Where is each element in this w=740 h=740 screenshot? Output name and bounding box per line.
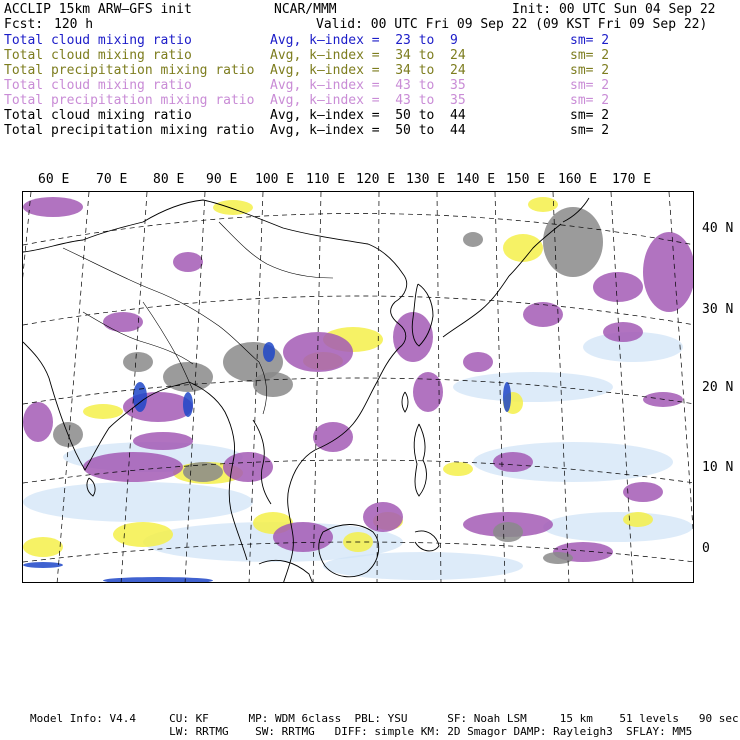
latitude-label: 20 N: [702, 380, 734, 395]
blue-field-patch: [23, 562, 63, 568]
gray-field-patch: [543, 207, 603, 277]
legend-smoothing: sm= 2: [570, 123, 610, 138]
map-frame: [22, 191, 694, 583]
legend-field-label: Total cloud mixing ratio: [4, 78, 192, 93]
legend-k-index-range: Avg, k–index = 43 to 35: [270, 78, 466, 93]
longitude-label: 90 E: [206, 172, 238, 187]
forecast-hours: 120 h: [54, 17, 94, 32]
latitude-label: 10 N: [702, 460, 734, 475]
lightblue-field-patch: [323, 552, 523, 580]
longitude-label: 150 E: [506, 172, 546, 187]
legend-k-index-range: Avg, k–index = 34 to 24: [270, 63, 466, 78]
yellow-field-patch: [23, 537, 63, 557]
gray-field-patch: [543, 552, 573, 564]
latitude-label: 40 N: [702, 221, 734, 236]
purple-field-patch: [273, 522, 333, 552]
purple-field-patch: [313, 422, 353, 452]
longitude-label: 140 E: [456, 172, 496, 187]
model-info-line-1: Model Info: V4.4 CU: KF MP: WDM 6class PBL: YSU SF: Noah LSM 15 km 51 levels 90 sec: [30, 712, 739, 725]
longitude-label: 120 E: [356, 172, 396, 187]
gray-field-patch: [463, 232, 483, 247]
longitude-label: 60 E: [38, 172, 70, 187]
purple-field-patch: [83, 452, 183, 482]
yellow-field-patch: [83, 404, 123, 419]
blue-field-patch: [263, 342, 275, 362]
init-time: Init: 00 UTC Sun 04 Sep 22: [512, 2, 716, 17]
legend-field-label: Total cloud mixing ratio: [4, 108, 192, 123]
gray-field-patch: [123, 352, 153, 372]
purple-field-patch: [413, 372, 443, 412]
longitude-label: 70 E: [96, 172, 128, 187]
longitude-label: 130 E: [406, 172, 446, 187]
legend-field-label: Total precipitation mixing ratio: [4, 63, 255, 78]
legend-smoothing: sm= 2: [570, 93, 610, 108]
legend-k-index-range: Avg, k–index = 23 to 9: [270, 33, 458, 48]
purple-field-patch: [133, 432, 193, 450]
yellow-field-patch: [623, 512, 653, 527]
purple-field-patch: [23, 402, 53, 442]
purple-field-patch: [593, 272, 643, 302]
legend-field-label: Total cloud mixing ratio: [4, 33, 192, 48]
longitude-label: 80 E: [153, 172, 185, 187]
purple-field-patch: [463, 352, 493, 372]
blue-field-patch: [503, 382, 511, 412]
longitude-label: 100 E: [255, 172, 295, 187]
blue-field-patch: [183, 392, 193, 417]
legend-k-index-range: Avg, k–index = 50 to 44: [270, 108, 466, 123]
purple-field-patch: [173, 252, 203, 272]
gray-field-patch: [493, 522, 523, 542]
longitude-label: 160 E: [558, 172, 598, 187]
blue-field-patch: [103, 577, 213, 583]
purple-field-patch: [363, 502, 403, 532]
latitude-label: 0: [702, 541, 710, 556]
legend-smoothing: sm= 2: [570, 63, 610, 78]
purple-field-patch: [493, 452, 533, 472]
legend-field-label: Total precipitation mixing ratio: [4, 93, 255, 108]
purple-field-patch: [643, 232, 694, 312]
blue-field-patch: [133, 382, 147, 412]
legend-k-index-range: Avg, k–index = 43 to 35: [270, 93, 466, 108]
purple-field-patch: [623, 482, 663, 502]
yellow-field-patch: [503, 234, 543, 262]
purple-field-patch: [103, 312, 143, 332]
model-title: ACCLIP 15km ARW–GFS init: [4, 2, 192, 17]
legend-k-index-range: Avg, k–index = 50 to 44: [270, 123, 466, 138]
legend-smoothing: sm= 2: [570, 48, 610, 63]
purple-field-patch: [23, 197, 83, 217]
latitude-label: 30 N: [702, 302, 734, 317]
gray-field-patch: [253, 372, 293, 397]
model-info-line-2: LW: RRTMG SW: RRTMG DIFF: simple KM: 2D Smagor DAMP: Rayleigh3 SFLAY: MM5: [30, 725, 693, 738]
yellow-field-patch: [443, 462, 473, 476]
center-label: NCAR/MMM: [274, 2, 337, 17]
yellow-field-patch: [113, 522, 173, 547]
longitude-label: 110 E: [306, 172, 346, 187]
legend-field-label: Total precipitation mixing ratio: [4, 123, 255, 138]
legend-smoothing: sm= 2: [570, 108, 610, 123]
valid-time: Valid: 00 UTC Fri 09 Sep 22 (09 KST Fri 09 Sep 22): [316, 17, 708, 32]
purple-field-patch: [603, 322, 643, 342]
lightblue-field-patch: [23, 482, 253, 522]
legend-smoothing: sm= 2: [570, 78, 610, 93]
yellow-field-patch: [213, 200, 253, 215]
lightblue-field-patch: [543, 512, 693, 542]
legend-smoothing: sm= 2: [570, 33, 610, 48]
legend-k-index-range: Avg, k–index = 34 to 24: [270, 48, 466, 63]
lightblue-field-patch: [453, 372, 613, 402]
legend-field-label: Total cloud mixing ratio: [4, 48, 192, 63]
map-canvas: [23, 192, 694, 583]
forecast-label: Fcst:: [4, 17, 44, 32]
longitude-label: 170 E: [612, 172, 652, 187]
